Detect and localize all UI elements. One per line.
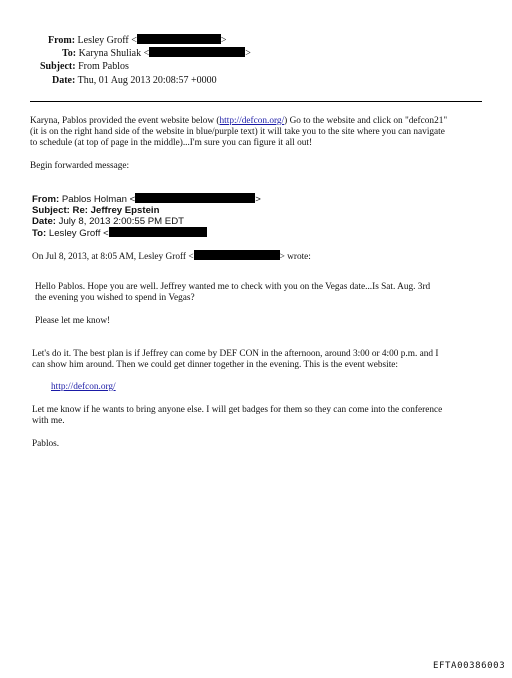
from-label: From: [48,35,76,46]
fwd-to-name: Lesley Groff < [48,228,109,239]
begin-forwarded: Begin forwarded message: [30,161,130,171]
fwd-to-label: To: [32,228,47,239]
document-id: EFTA00386003 [433,661,506,671]
fwd-date [32,216,184,228]
intro-line-3: to schedule (at top of page in the middle)...I'm sure you can figure it all out! [30,138,313,148]
fwd-date-label: Date: [32,216,56,227]
date-label: Date: [52,75,76,86]
reply-line-3: Let me know if he wants to bring anyone else. I will get badges for them so they can come into the conference [32,405,443,415]
fwd-subject-label: Subject: [32,205,70,216]
date-value: Thu, 01 Aug 2013 20:08:57 +0000 [77,75,217,86]
defcon-link[interactable]: http://defcon.org/ [219,116,285,126]
subject-value: From Pablos [78,61,129,72]
header-subject [40,61,129,73]
reply-line-4: with me. [32,416,65,426]
intro-text: Karyna, Pablos provided the event website below ( [30,116,220,126]
fwd-date-value: July 8, 2013 2:00:55 PM EDT [58,216,184,227]
bracket: > [220,35,227,46]
reply-line-1: Let's do it. The best plan is if Jeffrey can come by DEF CON in the afternoon, around 3:00 or 4:00 p.m. and I [32,349,439,359]
fwd-subject [32,205,159,217]
redaction-block [149,47,245,57]
header-to [62,47,251,60]
subject-label: Subject: [40,61,76,72]
fwd-from-name: Pablos Holman < [61,194,136,205]
redaction-block [135,193,255,203]
bracket: > [255,194,261,205]
redaction-block [194,250,280,260]
header-date [52,75,217,87]
to-label: To: [62,48,77,59]
bracket: > [245,48,251,59]
quote-attribution: On Jul 8, 2013, at 8:05 AM, Lesley Groff < [32,252,194,262]
hello-line-2: the evening you wished to spend in Vegas? [35,293,195,303]
quote-on-line [32,250,311,264]
please-line: Please let me know! [35,316,111,326]
quote-wrote: > wrote: [279,252,311,262]
redaction-block [109,227,207,237]
header-divider [30,101,482,102]
fwd-subject-value: Re: Jeffrey Epstein [72,205,160,216]
header-from [48,34,227,47]
defcon-link-2[interactable]: http://defcon.org/ [51,382,116,392]
to-name: Karyna Shuliak < [78,48,150,59]
reply-link-line [51,382,116,394]
fwd-from-label: From: [32,194,60,205]
hello-line-1: Hello Pablos. Hope you are well. Jeffrey wanted me to check with you on the Vegas date...Is Sat. Aug. 3rd [35,282,431,292]
signature: Pablos. [32,439,60,449]
intro-line-1 [30,116,447,128]
fwd-from [32,193,261,206]
redaction-block [137,34,221,44]
reply-line-2: can show him around. Then we could get dinner together in the evening. This is the event website: [32,360,399,370]
from-name: Lesley Groff < [77,35,137,46]
intro-text: ) Go to the website and click on "defcon21" [284,116,448,126]
fwd-to [32,227,207,240]
intro-line-2: (it is on the right hand side of the website in blue/purple text) it will take you to the site where you can navigate [30,127,445,137]
